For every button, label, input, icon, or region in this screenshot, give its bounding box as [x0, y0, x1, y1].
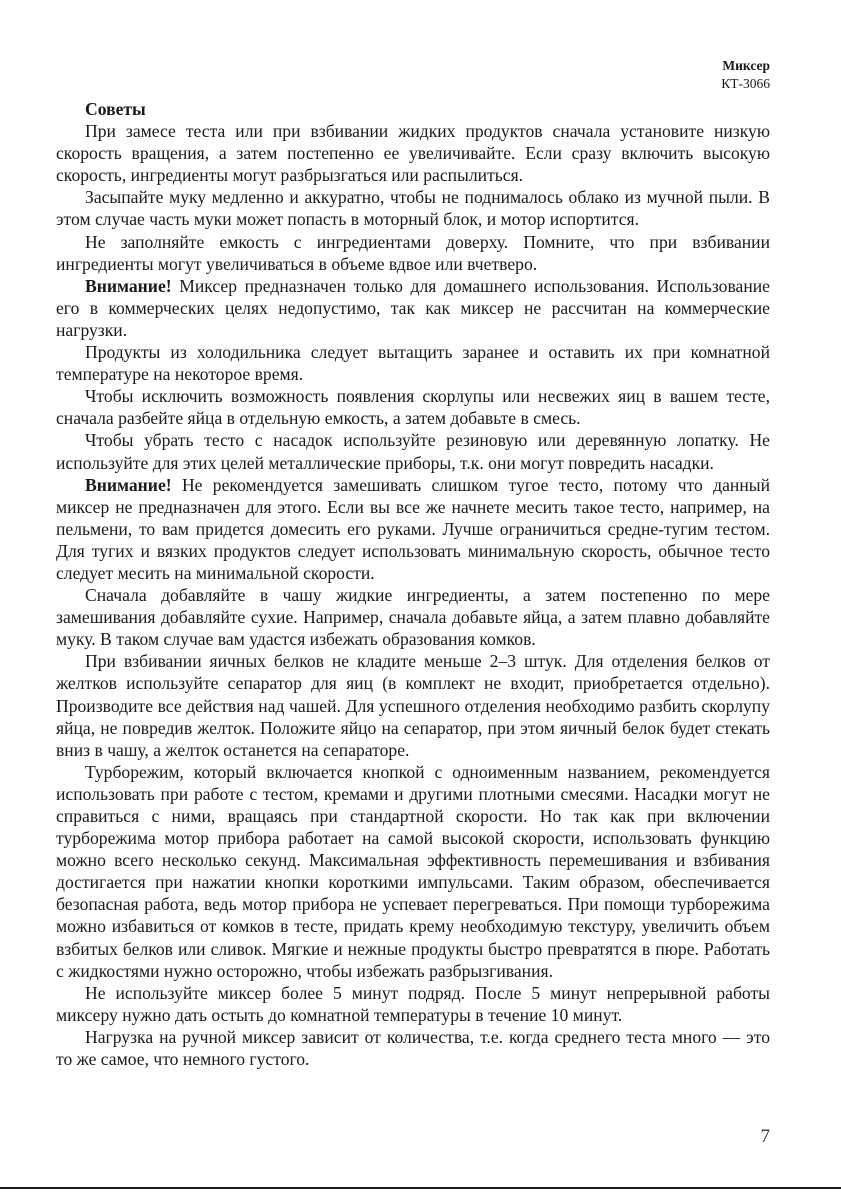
running-header [721, 57, 770, 93]
page-number: 7 [760, 1126, 770, 1147]
paragraph-text: Не рекомендуется замешивать слишком тугое тесто, потому что данный миксер не предназначен для этого. Если вы все же начнете месить такое тесто, например, на пельмени, то вам придется домесить его руками. Лучше ограничиться средне-тугим тестом. Для тугих и вязких продуктов следует использовать минимальную скорость, обычное тесто следует месить на минимальной скорости. [56, 474, 770, 583]
paragraph [56, 584, 770, 650]
paragraph-text: Продукты из холодильника следует вытащить заранее и оставить их при комнатной температуре на некоторое время. [56, 342, 770, 385]
header-product-title: Миксер [722, 58, 770, 73]
paragraph [56, 275, 770, 341]
paragraph-text: Засыпайте муку медленно и аккуратно, чтобы не поднималось облако из мучной пыли. В этом случае часть муки может попасть в моторный блок, и мотор испортится. [56, 187, 770, 230]
paragraph [56, 982, 770, 1026]
paragraph [56, 650, 770, 760]
paragraph [56, 761, 770, 982]
warning-label: Внимание! [85, 474, 172, 495]
paragraph [56, 341, 770, 385]
paragraph [56, 429, 770, 473]
paragraph-text: Чтобы исключить возможность появления скорлупы или несвежих яиц в вашем тесте, сначала разбейте яйца в отдельную емкость, а затем добавьте в смесь. [56, 386, 770, 429]
paragraph [56, 231, 770, 275]
warning-label: Внимание! [85, 275, 172, 296]
paragraph [56, 474, 770, 584]
paragraph-list [56, 120, 770, 1070]
paragraph-text: Не используйте миксер более 5 минут подряд. После 5 минут непрерывной работы миксеру нужно дать остыть до комнатной температуры в течение 10 минут. [56, 982, 770, 1025]
paragraph [56, 1026, 770, 1070]
paragraph [56, 120, 770, 186]
paragraph-text: Чтобы убрать тесто с насадок используйте резиновую или деревянную лопатку. Не используйте для этих целей металлические приборы, т.к. они могут повредить насадки. [56, 430, 770, 473]
paragraph [56, 385, 770, 429]
header-model-code: КТ-3066 [721, 76, 770, 91]
paragraph-text: Турборежим, который включается кнопкой с одноименным названием, рекомендуется использовать при работе с тестом, кремами и другими плотными смесями. Насадки могут не справиться с ними, вращаясь при стандартной скорости. Но так как при включении турборежима мотор прибора работает на самой высокой скорости, использовать функцию можно всего несколько секунд. Максимальная эффективность перемешивания и взбивания достигается при нажатии кнопки короткими импульсами. Таким образом, обеспечивается безопасная работа, ведь мотор прибора не успевает перегреваться. При помощи турборежима можно избавиться от комков в тесте, придать крему необходимую текстуру, увеличить объем взбитых белков или сливок. Мягкие и нежные продукты быстро превратятся в пюре. Работать с жидкостями нужно осторожно, чтобы избежать разбрызгивания. [56, 761, 770, 981]
bottom-divider [0, 1187, 841, 1189]
paragraph-text: Нагрузка на ручной миксер зависит от количества, т.е. когда среднего теста много — это то же самое, что немного густого. [56, 1026, 770, 1070]
paragraph-text: При замесе теста или при взбивании жидких продуктов сначала установите низкую скорость вращения, а затем постепенно ее увеличивайте. Если сразу включить высокую скорость, ингредиенты могут разбрызгаться или распылиться. [56, 121, 770, 186]
paragraph-text: При взбивании яичных белков не кладите меньше 2–3 штук. Для отделения белков от желтков используйте сепаратор для яиц (в комплект не входит, приобретается отдельно). Производите все действия над чашей. Для успешного отделения необходимо разбить скорлупу яйца, не повредив желток. Положите яйцо на сепаратор, при этом яичный белок будет стекать вниз в чашу, а желток останется на сепараторе. [56, 651, 770, 760]
paragraph-text: Сначала добавляйте в чашу жидкие ингредиенты, а затем постепенно по мере замешивания добавляйте сухие. Например, сначала добавьте яйца, а затем плавно добавляйте муку. В таком случае вам удастся избежать образования комков. [56, 585, 770, 650]
paragraph-text: Не заполняйте емкость с ингредиентами доверху. Помните, что при взбивании ингредиенты могут увеличиваться в объеме вдвое или вчетверо. [56, 231, 770, 274]
paragraph-text: Миксер предназначен только для домашнего использования. Использование его в коммерческих целях недопустимо, так как миксер не рассчитан на коммерческие нагрузки. [56, 275, 770, 340]
section-title: Советы [85, 99, 146, 119]
paragraph [56, 186, 770, 230]
main-content [56, 98, 770, 1070]
